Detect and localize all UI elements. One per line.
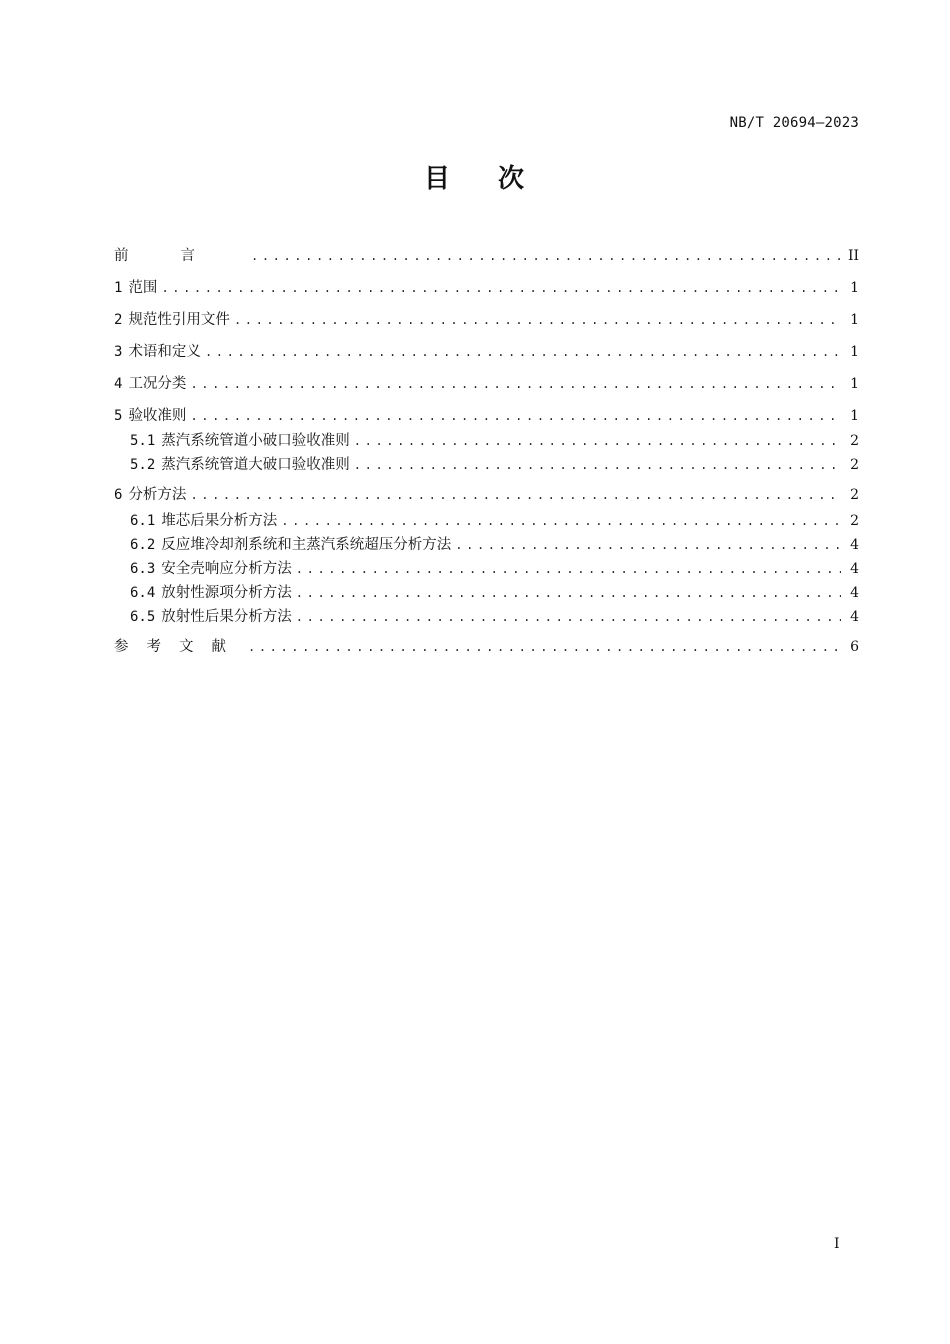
toc-entry-number: 6.4: [130, 585, 156, 601]
toc-entry-label: [130, 534, 451, 556]
toc-entry-label: [130, 606, 292, 628]
toc-entry-text: 安全壳响应分析方法: [161, 561, 292, 577]
toc-leader-dots: [190, 373, 841, 395]
toc-entry-number: 1: [114, 280, 123, 296]
toc-entry-text: 工况分类: [128, 376, 187, 392]
toc-leader-dots: [296, 558, 841, 580]
toc-entry-text: 蒸汽系统管道小破口验收准则: [161, 433, 350, 449]
toc-entry-label: [114, 277, 157, 299]
toc-leader-dots: [296, 606, 841, 628]
toc-entry-number: 6.2: [130, 537, 156, 553]
toc-entry-label: [130, 430, 350, 452]
toc-leader-dots: [190, 405, 841, 427]
toc-entry-text: 蒸汽系统管道大破口验收准则: [161, 457, 350, 473]
toc-leader-dots: [205, 341, 841, 363]
toc-entry-6[interactable]: [114, 484, 859, 506]
title-char-1: 目: [423, 164, 452, 194]
toc-entry-page: 1: [850, 344, 859, 360]
toc-entry-page: 2: [850, 513, 859, 529]
toc-entry-number: 5.2: [130, 457, 156, 473]
toc-leader-dots: [190, 484, 841, 506]
toc-leader-dots: [248, 636, 841, 658]
toc-entry-page: 6: [850, 639, 859, 655]
toc-entry-6-2[interactable]: [130, 534, 859, 556]
toc-leader-dots: [354, 454, 841, 476]
toc-entry-text: 放射性后果分析方法: [161, 609, 292, 625]
toc-entry-4[interactable]: [114, 373, 859, 395]
toc-entry-page: 2: [850, 433, 859, 449]
toc-entry-5-2[interactable]: [130, 454, 859, 476]
toc-entry-page: 1: [850, 376, 859, 392]
toc-entry-3[interactable]: [114, 341, 859, 363]
toc-entry-text: 放射性源项分析方法: [161, 585, 292, 601]
toc-entry-label: [114, 405, 186, 427]
toc-entry-page: 2: [850, 487, 859, 503]
toc-entry-text: 范围: [128, 280, 158, 296]
toc-entry-text: 分析方法: [128, 487, 187, 503]
toc-entry-label: [130, 510, 277, 532]
toc-entry-number: 6.5: [130, 609, 156, 625]
toc-leader-dots: [161, 277, 841, 299]
toc-entry-label: [130, 558, 292, 580]
toc-leader-dots: [296, 582, 841, 604]
standard-code: NB/T 20694—2023: [729, 115, 859, 131]
toc-entry-6-4[interactable]: [130, 582, 859, 604]
toc-entry-6-5[interactable]: [130, 606, 859, 628]
toc-leader-dots: [234, 309, 841, 331]
toc-entry-label: 参考文献: [114, 639, 244, 655]
toc-entry-number: 6.3: [130, 561, 156, 577]
toc-entry-1[interactable]: [114, 277, 859, 299]
toc-leader-dots: [354, 430, 841, 452]
toc-entry-5-1[interactable]: [130, 430, 859, 452]
toc-entry-text: 术语和定义: [128, 344, 201, 360]
toc-entry-page: 4: [850, 585, 859, 601]
toc-leader-dots: [455, 534, 841, 556]
toc-entry-text: 堆芯后果分析方法: [161, 513, 278, 529]
toc-entry-page: 1: [850, 280, 859, 296]
page-number: I: [834, 1236, 840, 1252]
toc-entry-references[interactable]: [114, 636, 859, 658]
toc-entry-label: [114, 309, 230, 331]
toc-entry-page: 4: [850, 561, 859, 577]
title-char-2: 次: [498, 164, 527, 194]
toc-entry-foreword[interactable]: [114, 245, 859, 267]
toc-entry-number: 3: [114, 344, 123, 360]
toc-entry-number: 6.1: [130, 513, 156, 529]
toc-entry-label: [114, 484, 186, 506]
page-title: [0, 158, 950, 195]
toc-entry-6-1[interactable]: [130, 510, 859, 532]
toc-entry-5[interactable]: [114, 405, 859, 427]
toc-entry-label: [130, 582, 292, 604]
toc-entry-text: 规范性引用文件: [128, 312, 230, 328]
toc-entry-number: 5: [114, 408, 123, 424]
toc-entry-page: 4: [850, 537, 859, 553]
toc-entry-page: 2: [850, 457, 859, 473]
toc-entry-text: 验收准则: [128, 408, 187, 424]
toc-entry-number: 2: [114, 312, 123, 328]
toc-entry-number: 4: [114, 376, 123, 392]
toc-leader-dots: [281, 510, 841, 532]
toc-entry-number: 6: [114, 487, 123, 503]
toc-entry-page: 4: [850, 609, 859, 625]
toc-entry-text: 反应堆冷却剂系统和主蒸汽系统超压分析方法: [161, 537, 452, 553]
toc-entry-label: [130, 454, 350, 476]
toc-entry-number: 5.1: [130, 433, 156, 449]
toc-entry-6-3[interactable]: [130, 558, 859, 580]
toc-entry-label: [114, 341, 201, 363]
toc-leader-dots: [251, 245, 841, 267]
toc-entry-label: 前言: [114, 248, 247, 264]
toc-entry-page: 1: [850, 408, 859, 424]
toc-entry-label: [114, 373, 186, 395]
toc-entry-2[interactable]: [114, 309, 859, 331]
toc-entry-page: II: [847, 248, 859, 264]
toc-entry-page: 1: [850, 312, 859, 328]
